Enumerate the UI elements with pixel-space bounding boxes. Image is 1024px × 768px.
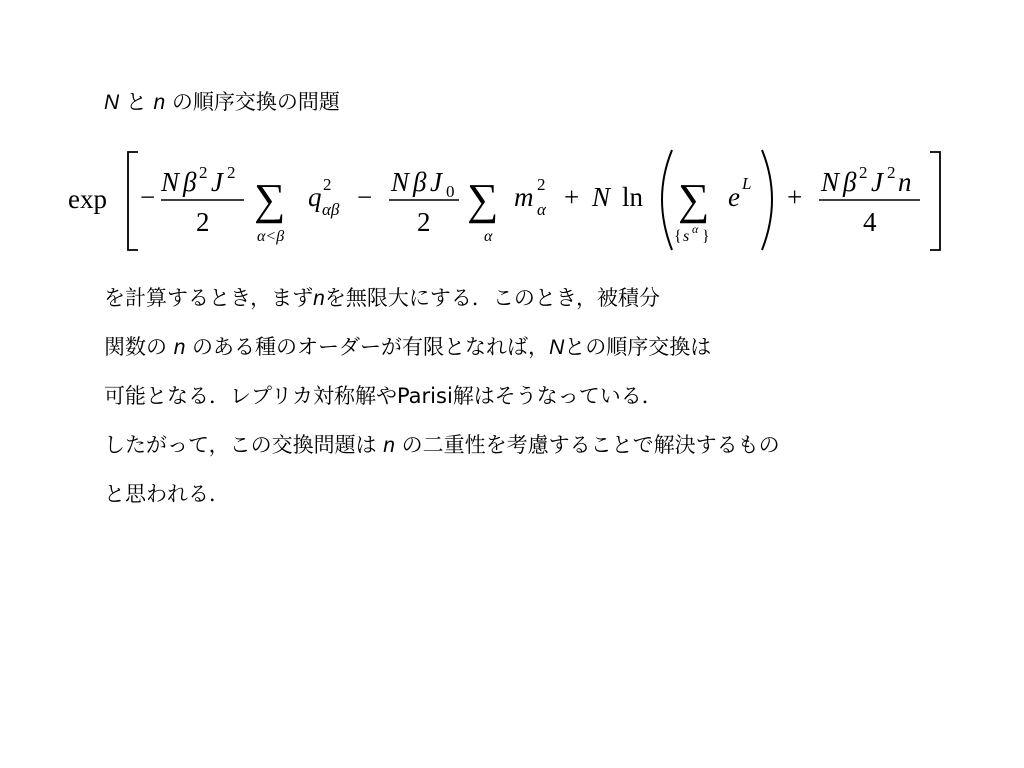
frac1-den: 2 — [196, 207, 210, 237]
formula-right-paren — [762, 150, 772, 250]
e-var: e — [728, 182, 740, 212]
slide-title — [104, 88, 340, 117]
line2-text-b: のある種のオーダーが有限となれば， — [185, 335, 550, 359]
formula-plus-1: + — [564, 182, 580, 212]
q-var: q — [308, 182, 322, 212]
line4-text-a: したがって，この交換問題は — [104, 433, 384, 457]
frac1-J: J — [211, 167, 223, 197]
body-line-4 — [104, 431, 780, 460]
line2-text-a: 関数の — [104, 335, 174, 359]
formula-plus-2: + — [787, 182, 803, 212]
line1-var-n: n — [313, 287, 325, 310]
sum3-sub-alpha: α — [692, 222, 699, 236]
line2-text-c: との順序交換は — [564, 335, 712, 359]
m-sub: α — [537, 200, 546, 219]
sum2-subscript: α — [484, 228, 493, 245]
frac3-n: n — [898, 167, 912, 197]
formula-N: N — [592, 182, 611, 212]
body-line-1 — [104, 284, 660, 313]
formula-left-paren — [662, 150, 672, 250]
formula-left-bracket — [128, 152, 138, 250]
frac1-sup-2b: 2 — [227, 163, 236, 182]
formula-right-bracket — [930, 152, 940, 250]
line1-text-b: を無限大にする．このとき，被積分 — [324, 286, 661, 310]
sum3-sub-lbrace: { — [674, 228, 682, 245]
frac2-den: 2 — [417, 207, 431, 237]
m-sup: 2 — [537, 175, 546, 194]
line4-text-b: の二重性を考慮することで解決するもの — [394, 433, 780, 457]
body-line-2 — [104, 333, 711, 362]
frac2-N: N — [391, 167, 410, 197]
line1-text-a: を計算するとき，まず — [104, 286, 314, 310]
formula-svg — [64, 140, 948, 258]
frac2-sub-0: 0 — [446, 182, 455, 201]
q-sup: 2 — [323, 175, 332, 194]
line5-text: と思われる． — [104, 482, 230, 506]
line2-var-n: n — [173, 336, 186, 359]
sum2-symbol: ∑ — [467, 175, 499, 224]
frac1-sup-2a: 2 — [199, 163, 208, 182]
line3-text: 可能となる．レプリカ対称解やParisi解はそうなっている． — [104, 384, 663, 408]
line2-var-N: N — [549, 336, 565, 359]
m-var: m — [514, 182, 534, 212]
frac3-beta: β — [843, 167, 857, 197]
frac3-J: J — [871, 167, 883, 197]
sum3-sub-rbrace: } — [702, 228, 710, 245]
formula-minus-1: − — [140, 182, 156, 212]
q-sub: αβ — [322, 200, 340, 219]
frac2-J: J — [430, 167, 442, 197]
free-energy-formula — [64, 140, 948, 258]
frac3-sup-2b: 2 — [887, 163, 896, 182]
frac3-den: 4 — [863, 207, 877, 237]
title-text-to: と — [125, 90, 147, 114]
sum3-symbol: ∑ — [678, 175, 710, 224]
sum1-subscript: α<β — [257, 228, 285, 245]
frac1-beta: β — [183, 167, 197, 197]
frac1-N: N — [161, 167, 180, 197]
title-var-N: N — [104, 91, 120, 114]
body-line-3 — [104, 382, 663, 410]
frac3-N: N — [821, 167, 840, 197]
frac3-sup-2a: 2 — [859, 163, 868, 182]
body-line-5 — [104, 480, 230, 508]
formula-exp: exp — [68, 184, 107, 214]
formula-ln: ln — [622, 182, 644, 212]
title-text-rest: の順序交換の問題 — [171, 90, 340, 114]
e-sup: L — [742, 174, 752, 193]
formula-minus-2: − — [357, 182, 373, 212]
frac2-beta: β — [413, 167, 427, 197]
sum1-symbol: ∑ — [254, 175, 286, 224]
line4-var-n: n — [383, 434, 395, 457]
title-var-n: n — [153, 91, 166, 114]
sum3-sub-s: s — [683, 228, 690, 245]
